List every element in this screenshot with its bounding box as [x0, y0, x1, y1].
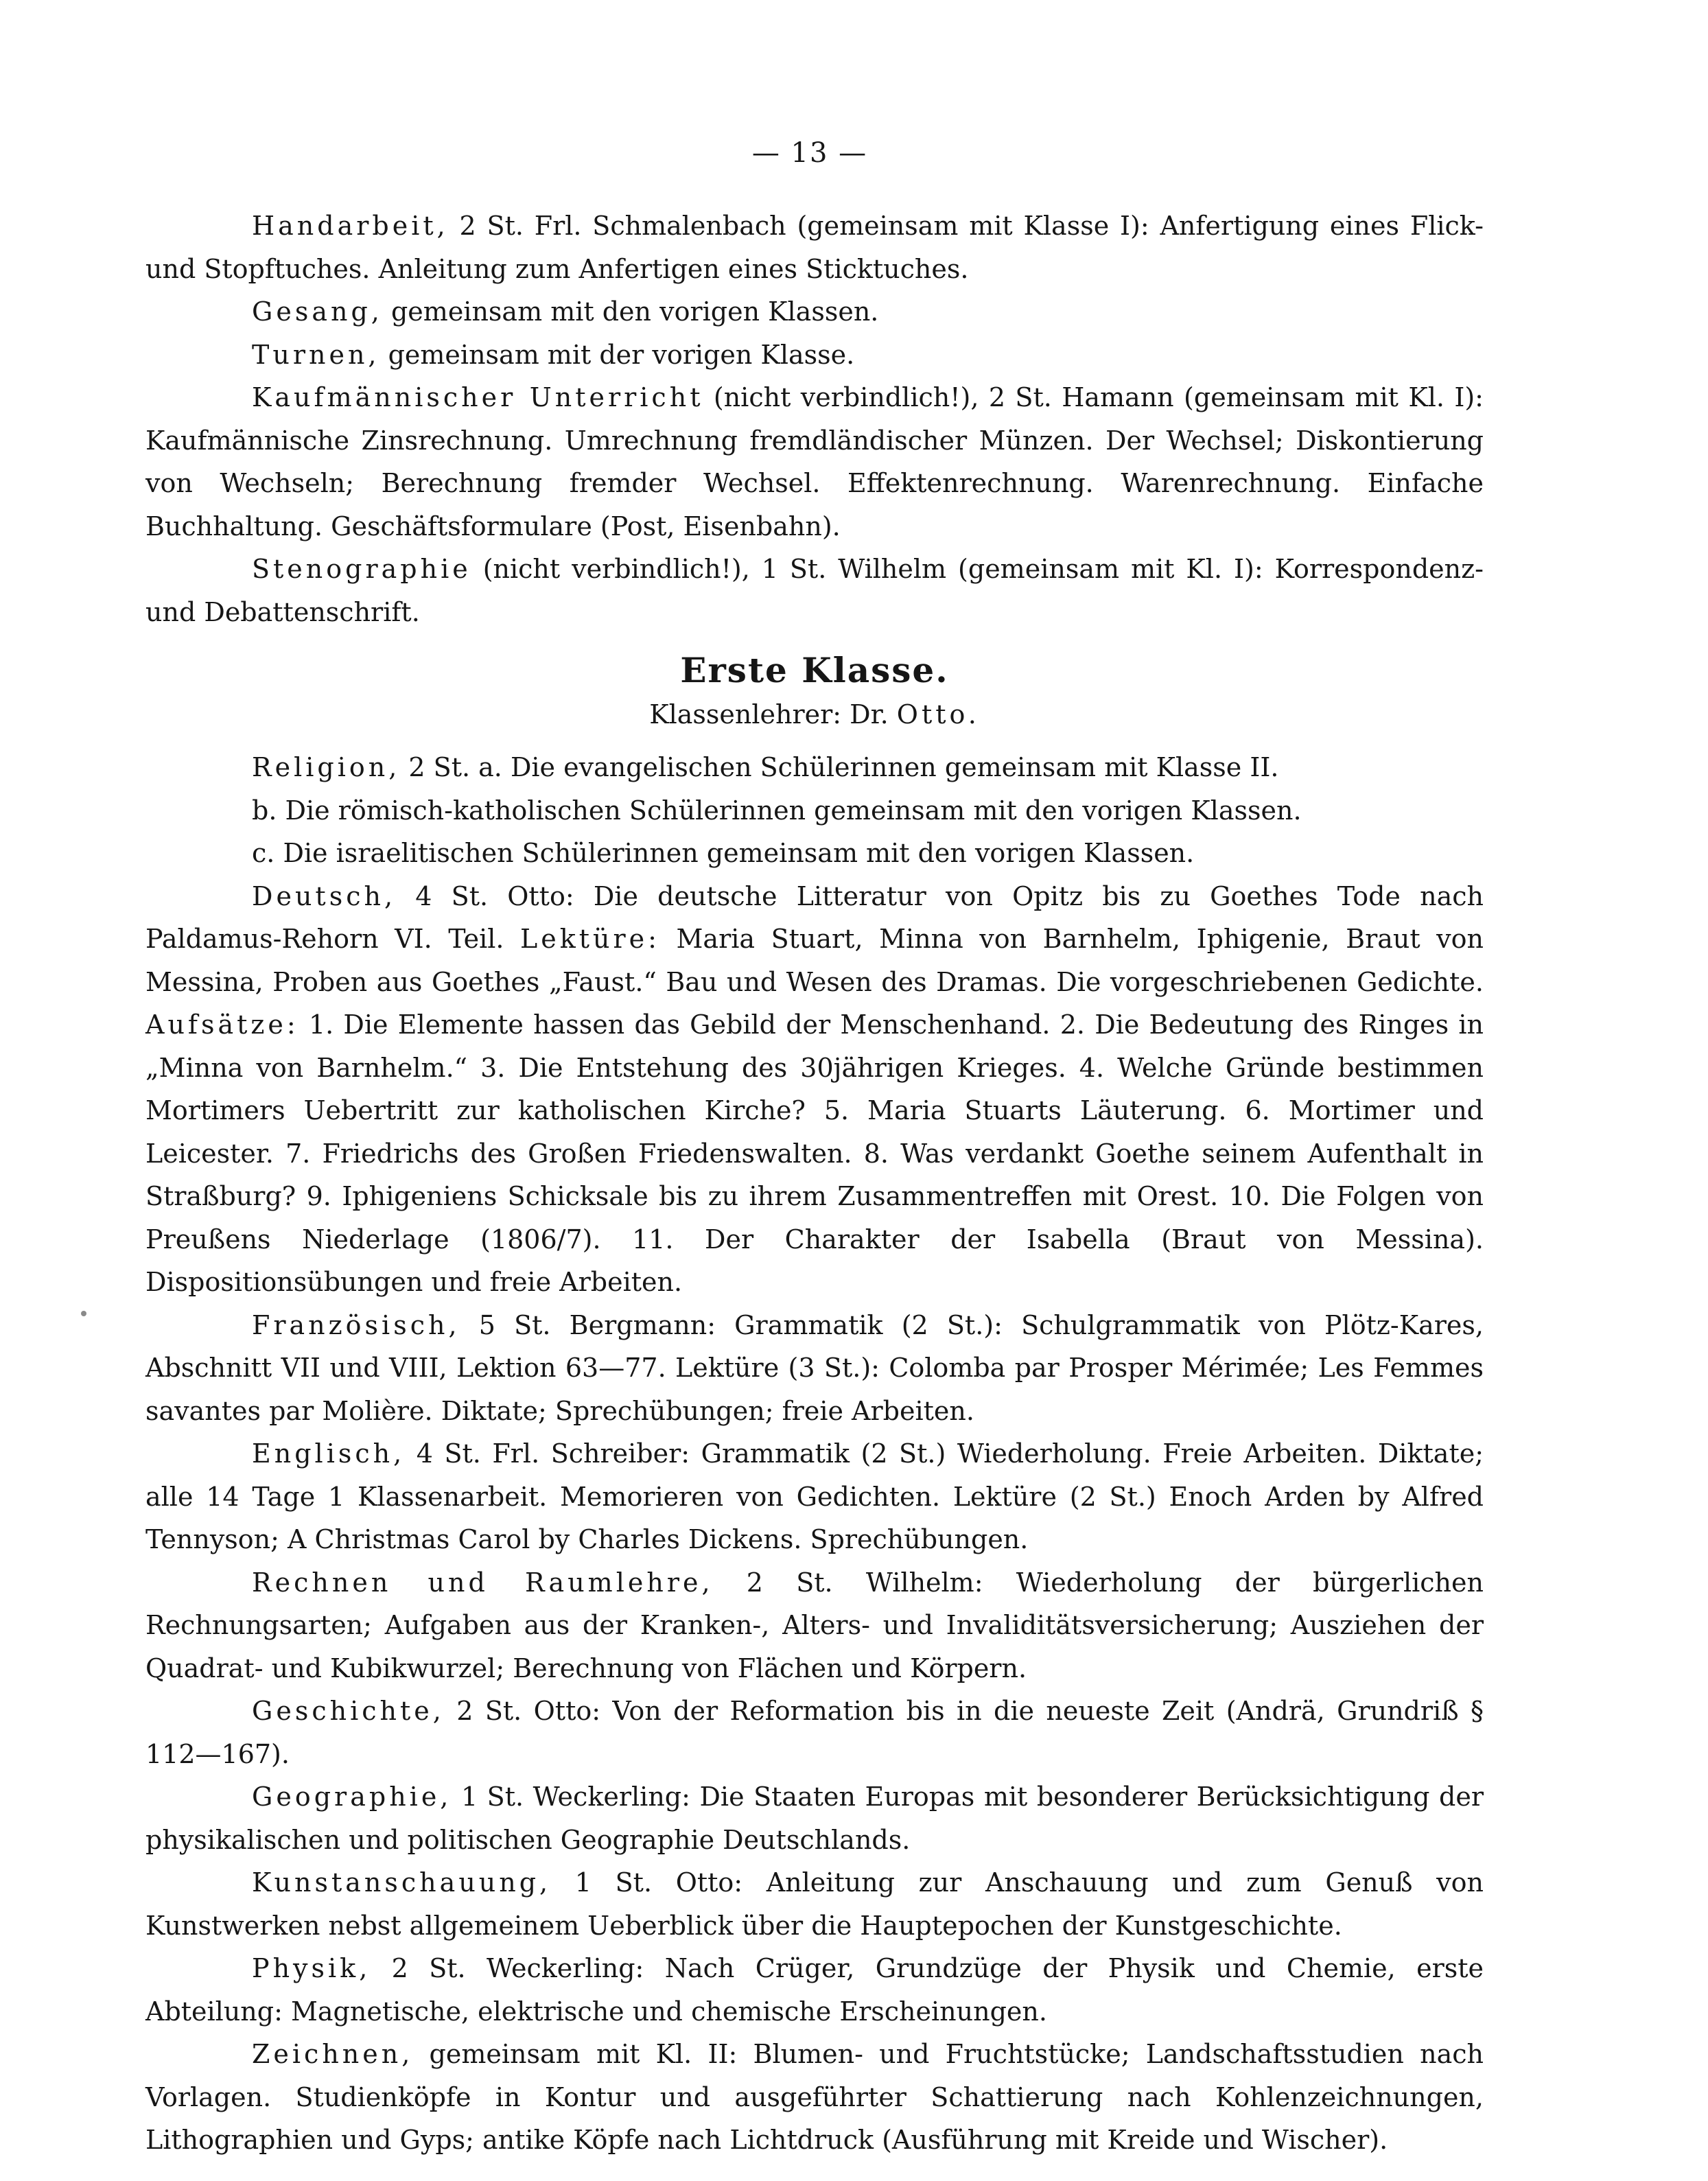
lektuere-label: Lektüre: [675, 1353, 780, 1383]
paragraph-text: gemeinsam mit Kl. II: Blumen- und Fruchtstücke; Landschaftsstudien nach Vorlagen. Studienköpfe in Kontur und ausgeführter Schattierung nach Kohlenzeichnungen, Lithographien und Gyps; antike Köpfe nach Lichtdruck (Ausführung mit Kreide und Wischer).: [145, 2039, 1484, 2155]
lektuere-label: Lektüre: [952, 1481, 1057, 1512]
paragraph-text: 2 St. Wilhelm: Wiederholung der bürgerlichen Rechnungsarten; Aufgaben aus der Kranken-, Alters- und Invaliditätsversicherung; Ausziehen der Quadrat- und Kubikwurzel; Berechnung von Flächen und Körpern.: [145, 1567, 1484, 1683]
subject-heading: Englisch,: [252, 1438, 406, 1469]
paragraph-text: (nicht verbindlich!), 2 St. Hamann (gemeinsam mit Kl. I): Kaufmännische Zinsrechnung. Umrechnung fremdländischer Münzen. Der Wechsel; Diskontierung von Wechseln; Berechnung fremder Wechsel. Effektenrechnung. Warenrechnung. Einfache Buchhaltung. Geschäftsformulare (Post, Eisenbahn).: [145, 382, 1484, 541]
subject-heading: Geographie,: [252, 1782, 452, 1812]
paragraph-rechnen: [145, 1561, 1484, 1690]
paragraph-zeichnen: [145, 2033, 1484, 2162]
subject-heading: Kunstanschauung,: [252, 1867, 552, 1898]
aufsaetze-label: Aufsätze:: [145, 1010, 299, 1040]
page-number: — 13 —: [751, 137, 868, 169]
paragraph-text: c. Die israelitischen Schülerinnen gemeinsam mit den vorigen Klassen.: [252, 838, 1195, 868]
paragraph-religion: [145, 746, 1484, 789]
paragraph-text: Maria Stuart, Minna von Barnhelm, Iphigenie, Braut von Messina, Proben aus Goethes „Faust.“ Bau und Wesen des Dramas. Die vorgeschriebenen Gedichte.: [145, 924, 1484, 997]
scan-speck: [81, 1311, 86, 1316]
document-body: [145, 205, 1484, 2162]
paragraph-religion-c: [145, 832, 1484, 875]
class-teacher-line: [145, 692, 1484, 736]
subject-heading: Turnen,: [252, 339, 380, 370]
paragraph-deutsch: [145, 875, 1484, 1304]
subject-heading: Physik,: [252, 1953, 371, 1983]
subject-heading: Geschichte,: [252, 1696, 445, 1726]
paragraph-religion-b: [145, 789, 1484, 832]
paragraph-turnen: [145, 334, 1484, 377]
subject-heading: Deutsch,: [252, 880, 397, 911]
paragraph-geographie: [145, 1775, 1484, 1861]
paragraph-text: 1. Die Elemente hassen das Gebild der Menschenhand. 2. Die Bedeutung des Ringes in „Minna von Barnhelm.“ 3. Die Entstehung des 30jährigen Krieges. 4. Welche Gründe bestimmen Mortimers Uebertritt zur katholischen Kirche? 5. Maria Stuarts Läuterung. 6. Mortimer und Leicester. 7. Friedrichs des Großen Friedenswalten. 8. Was verdankt Goethe seinem Aufenthalt in Straßburg? 9. Iphigeniens Schicksale bis zu ihrem Zusammentreffen mit Orest. 10. Die Folgen von Preußens Niederlage (1806/7). 11. Der Charakter der Isabella (Braut von Messina). Dispositionsübungen und freie Arbeiten.: [145, 1010, 1484, 1297]
paragraph-gesang: [145, 290, 1484, 334]
lektuere-label: Lektüre:: [520, 924, 660, 954]
paragraph-text: gemeinsam mit den vorigen Klassen.: [382, 296, 879, 327]
paragraph-physik: [145, 1947, 1484, 2033]
paragraph-text: (2 St.) Enoch Arden by Alfred Tennyson; A Christmas Carol by Charles Dickens. Sprechübungen.: [145, 1481, 1484, 1554]
paragraph-text: (nicht verbindlich!), 1 St. Wilhelm (gemeinsam mit Kl. I): Korrespondenz- und Debattenschrift.: [145, 554, 1484, 627]
section-header: [145, 649, 1484, 736]
paragraph-kaufmaennisch: [145, 376, 1484, 548]
paragraph-text: 2 St. Otto: Von der Reformation bis in die neueste Zeit (Andrä, Grundriß § 112—167).: [145, 1696, 1484, 1769]
class-teacher-label: Klassenlehrer: Dr.: [649, 699, 897, 730]
subject-heading: Religion,: [252, 752, 401, 782]
subject-heading: Handarbeit,: [252, 211, 449, 241]
paragraph-text: 2 St. a. Die evangelischen Schülerinnen gemeinsam mit Klasse II.: [400, 752, 1279, 782]
paragraph-text: 4 St. Otto: Die deutsche Litteratur von Opitz bis zu Goethes Tode nach Paldamus-Rehorn VI. Teil.: [145, 880, 1484, 954]
paragraph-text: 1 St. Weckerling: Die Staaten Europas mit besonderer Berücksichtigung der physikalischen und politischen Geographie Deutschlands.: [145, 1782, 1484, 1855]
paragraph-text: gemeinsam mit der vorigen Klasse.: [379, 339, 855, 370]
subject-heading: Stenographie: [252, 554, 471, 584]
subject-heading: Kaufmännischer Unterricht: [252, 382, 704, 412]
paragraph-text: 2 St. Weckerling: Nach Crüger, Grundzüge der Physik und Chemie, erste Abteilung: Magnetische, elektrische und chemische Erscheinungen.: [145, 1953, 1484, 2027]
paragraph-text: (3 St.): Colomba par Prosper Mérimée; Les Femmes savantes par Molière. Diktate; Sprechübungen; freie Arbeiten.: [145, 1353, 1484, 1426]
paragraph-franzoesisch: [145, 1304, 1484, 1433]
paragraph-text: 1 St. Otto: Anleitung zur Anschauung und zum Genuß von Kunstwerken nebst allgemeinem Ueberblick über die Hauptepochen der Kunstgeschichte.: [145, 1867, 1484, 1941]
subject-heading: Französisch,: [252, 1309, 460, 1340]
paragraph-text: 5 St. Bergmann: Grammatik (2 St.): Schulgrammatik von Plötz-Kares, Abschnitt VII und VIII, Lektion 63—77.: [145, 1309, 1484, 1383]
paragraph-text: b. Die römisch-katholischen Schülerinnen gemeinsam mit den vorigen Klassen.: [252, 795, 1302, 826]
paragraph-englisch: [145, 1432, 1484, 1561]
subject-heading: Gesang,: [252, 296, 383, 327]
paragraph-text: 2 St. Frl. Schmalenbach (gemeinsam mit Klasse I): Anfertigung eines Flick- und Stopftuches. Anleitung zum Anfertigen eines Sticktuches.: [145, 211, 1484, 284]
paragraph-kunstanschauung: [145, 1861, 1484, 1947]
paragraph-handarbeit: [145, 205, 1484, 290]
section-title: Erste Klasse.: [680, 650, 949, 690]
subject-heading: Rechnen und Raumlehre,: [252, 1567, 714, 1598]
subject-heading: Zeichnen,: [252, 2039, 414, 2069]
paragraph-text: 4 St. Frl. Schreiber: Grammatik (2 St.) Wiederholung. Freie Arbeiten. Diktate; alle 14 Tage 1 Klassenarbeit. Memorieren von Gedichten.: [145, 1438, 1484, 1512]
paragraph-geschichte: [145, 1690, 1484, 1775]
class-teacher-name: Otto.: [896, 699, 980, 730]
paragraph-stenographie: [145, 548, 1484, 633]
